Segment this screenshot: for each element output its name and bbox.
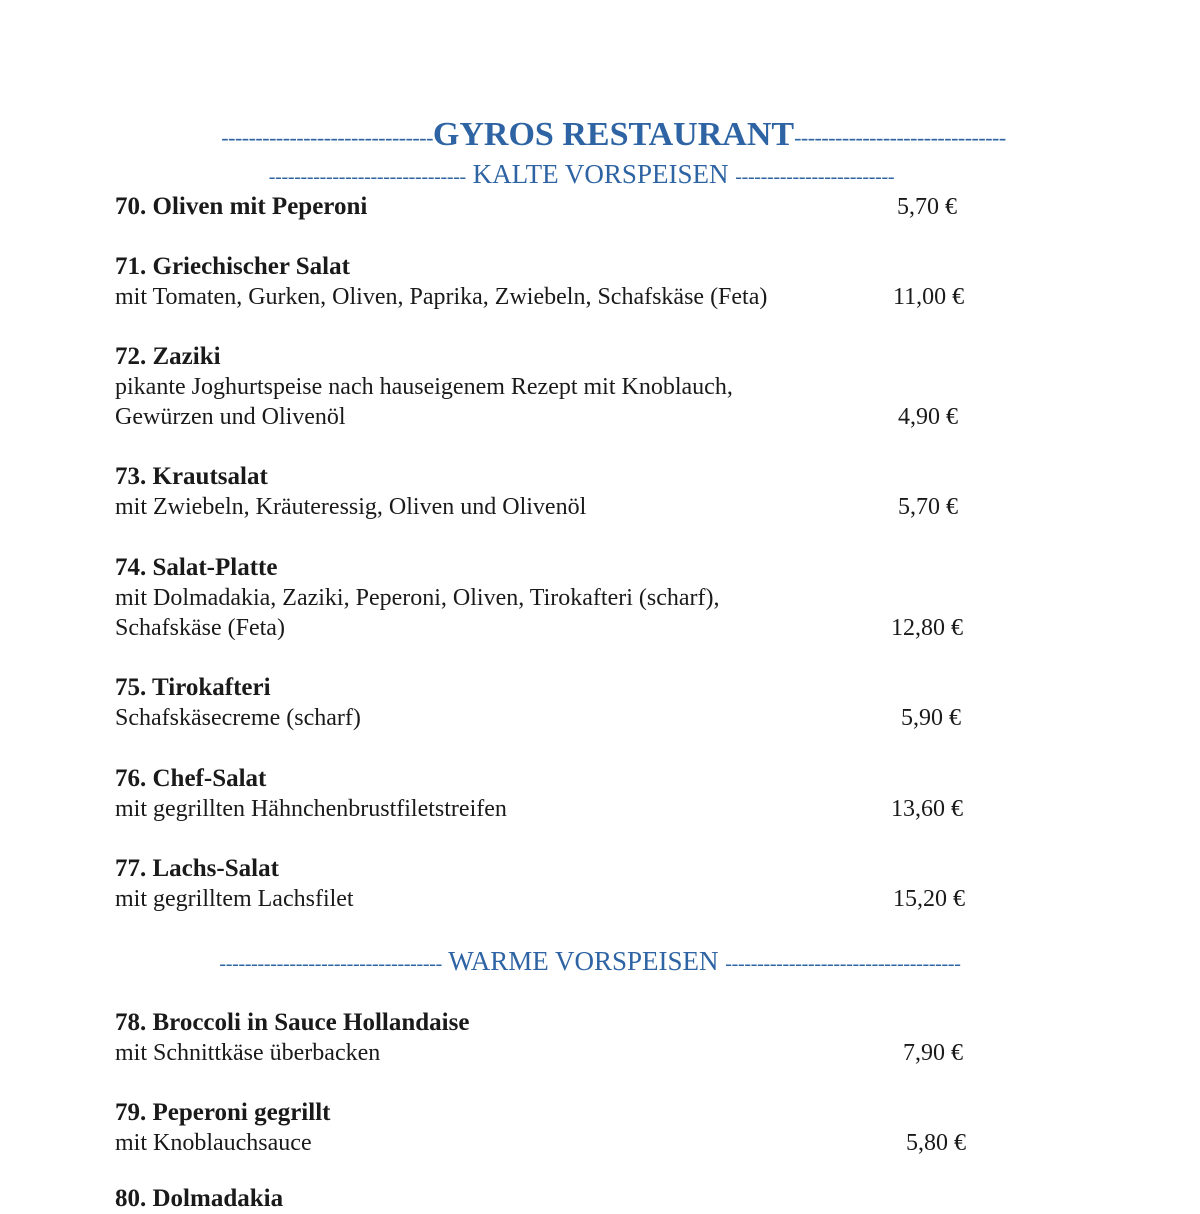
restaurant-name: GYROS RESTAURANT: [432, 116, 795, 153]
menu-item-desc: mit Schnittkäse überbacken: [115, 1040, 381, 1066]
menu-item-title: 80. Dolmadakia: [115, 1185, 284, 1212]
menu-item-desc: mit Dolmadakia, Zaziki, Peperoni, Oliven, Tirokafteri (scharf),: [115, 585, 720, 611]
menu-item-title: 78. Broccoli in Sauce Hollandaise: [115, 1009, 470, 1036]
section-header-warme: [115, 944, 1065, 981]
menu-item-price: 11,00 €: [893, 284, 965, 310]
menu-item-title: 79. Peperoni gegrillt: [115, 1099, 331, 1126]
menu-item-price: 4,90 €: [898, 404, 958, 430]
menu-item-title: 70. Oliven mit Peperoni: [115, 193, 368, 220]
menu-item-desc: Schafskäsecreme (scharf): [115, 705, 361, 731]
menu-item-price: 5,70 €: [897, 194, 957, 220]
menu-item-desc: mit gegrilltem Lachsfilet: [115, 886, 354, 912]
menu-item-price: 12,80 €: [891, 615, 963, 641]
menu-item-price: 13,60 €: [891, 796, 963, 822]
menu-item-price: 7,90 €: [903, 1040, 963, 1066]
menu-item-desc: Gewürzen und Olivenöl: [115, 404, 346, 430]
menu-item-desc: mit Zwiebeln, Kräuteressig, Oliven und Olivenöl: [115, 494, 587, 520]
menu-item-desc: mit Knoblauchsauce: [115, 1130, 312, 1156]
title-dash-right: -------------------------------: [794, 125, 1006, 150]
menu-item-desc: Schafskäse (Feta): [115, 615, 285, 641]
section-dash-right: -------------------------------------: [725, 953, 961, 975]
section-dash-right: -------------------------: [735, 166, 895, 188]
menu-item-title: 74. Salat-Platte: [115, 554, 278, 581]
menu-item-price: 5,80 €: [906, 1130, 966, 1156]
menu-item-title: 75. Tirokafteri: [115, 674, 271, 701]
section-dash-left: -------------------------------: [268, 166, 466, 188]
menu-item-desc: mit gegrillten Hähnchenbrustfiletstreifen: [115, 796, 507, 822]
section-dash-left: -----------------------------------: [219, 953, 442, 975]
menu-item-price: 5,90 €: [901, 705, 961, 731]
menu-item-title: 77. Lachs-Salat: [115, 855, 279, 882]
page-title: [0, 113, 1200, 160]
menu-item-title: 71. Griechischer Salat: [115, 253, 350, 280]
menu-item-title: 76. Chef-Salat: [115, 765, 267, 792]
menu-item-desc: mit Tomaten, Gurken, Oliven, Paprika, Zwiebeln, Schafskäse (Feta): [115, 284, 768, 310]
menu-item-title: 72. Zaziki: [115, 343, 221, 370]
section-label: KALTE VORSPEISEN: [472, 159, 729, 189]
section-label: WARME VORSPEISEN: [448, 946, 719, 976]
menu-item-title: 73. Krautsalat: [115, 463, 268, 490]
title-dash-left: -------------------------------: [221, 125, 433, 150]
menu-item-price: 15,20 €: [893, 886, 965, 912]
menu-item-price: 5,70 €: [898, 494, 958, 520]
menu-item-desc: pikante Joghurtspeise nach hauseigenem Rezept mit Knoblauch,: [115, 374, 733, 400]
section-header-kalte: [180, 157, 983, 194]
